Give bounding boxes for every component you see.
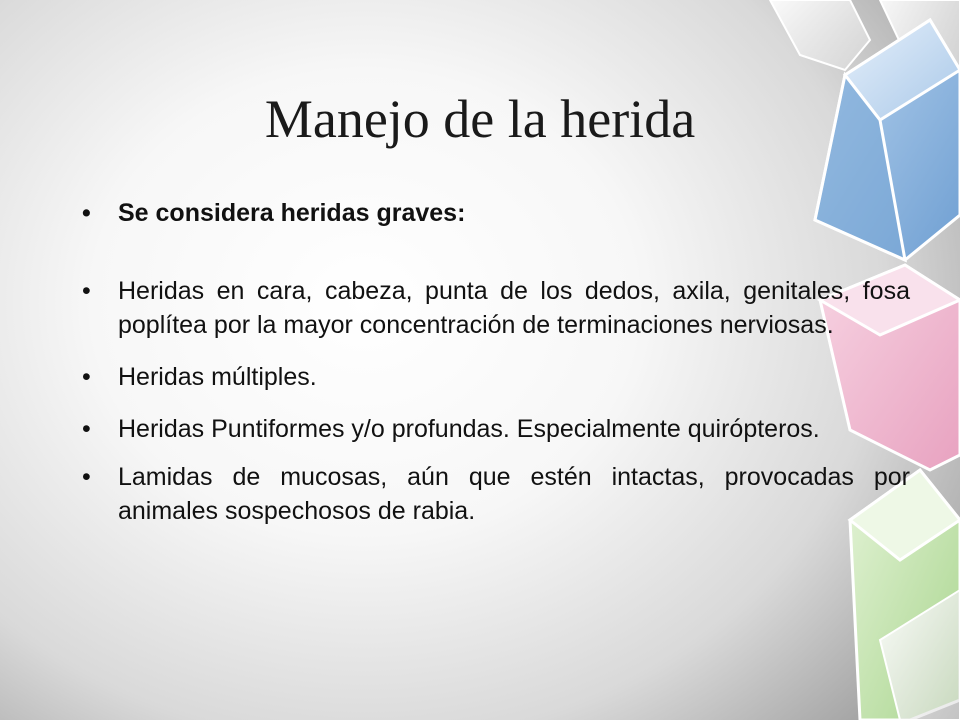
bullet-item bbox=[82, 460, 910, 528]
bullet-item bbox=[82, 274, 910, 342]
bullet-list bbox=[82, 196, 910, 528]
bullet-item bbox=[82, 412, 910, 446]
bullet-dot: • bbox=[82, 463, 91, 491]
bullet-text: Heridas múltiples. bbox=[118, 363, 317, 391]
bullet-text: Lamidas de mucosas, aún que estén intactas, provocadas por animales sospechosos de rabia. bbox=[118, 463, 910, 525]
bullet-text: Heridas Puntiformes y/o profundas. Especialmente quirópteros. bbox=[118, 415, 820, 443]
bullet-dot: • bbox=[82, 415, 91, 443]
bullet-text: Se considera heridas graves: bbox=[118, 199, 466, 227]
slide-title: Manejo de la herida bbox=[264, 89, 696, 149]
bullet-item bbox=[82, 360, 910, 394]
bullet-dot: • bbox=[82, 363, 91, 391]
bullet-text: Heridas en cara, cabeza, punta de los dedos, axila, genitales, fosa poplítea por la mayor concentración de terminaciones nerviosas. bbox=[118, 277, 910, 339]
bullet-item bbox=[82, 196, 910, 230]
bullet-dot: • bbox=[82, 199, 91, 227]
white-cube-top bbox=[770, 0, 870, 70]
bullet-dot: • bbox=[82, 277, 91, 305]
